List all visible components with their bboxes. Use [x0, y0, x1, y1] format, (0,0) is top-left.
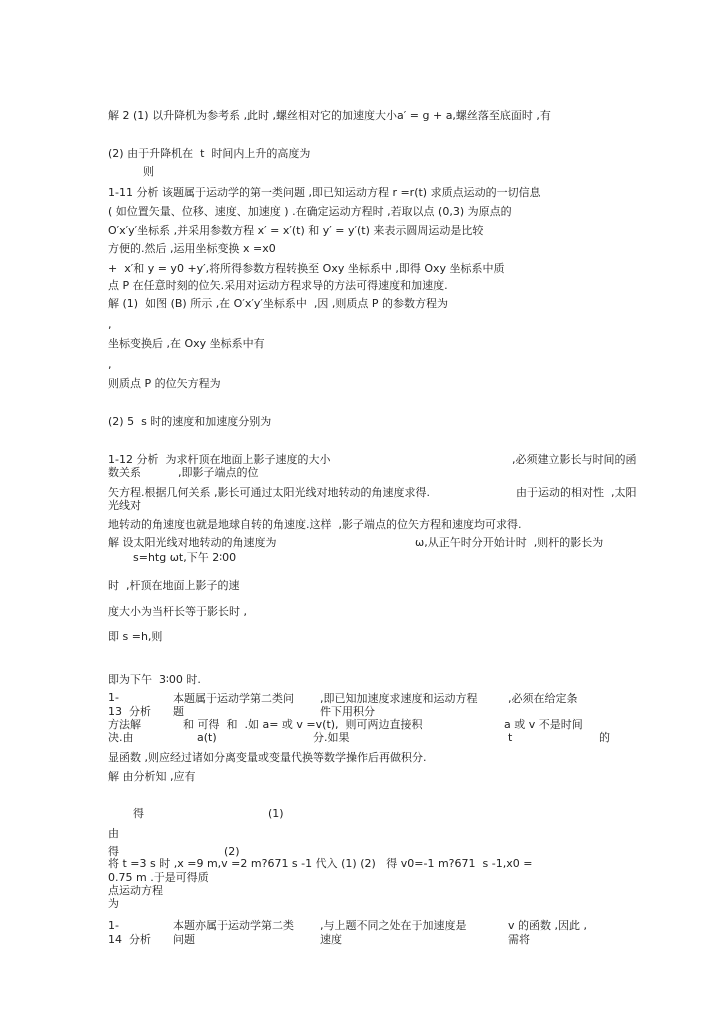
- text-line: 本题亦属于运动学第二类: [173, 919, 294, 932]
- text-line: ,必须建立影长与时间的函: [512, 453, 637, 466]
- text-line: 将 t =3 s 时 ,x =9 m,v =2 m?671 s -1 代入 (1) (2) 得 v0=-1 m?671 s -1,x0 =: [108, 857, 533, 870]
- text-line: + x′和 y = y0 +y′,将所得参数方程转换至 Oxy 坐标系中 ,即得 Oxy 坐标系中质: [108, 262, 505, 275]
- text-line: 时 ,杆顶在地面上影子的速: [108, 579, 240, 592]
- text-line: 0.75 m .于是可得质: [108, 871, 209, 884]
- text-line: a 或 v 不是时间: [504, 718, 583, 731]
- text-line: 坐标变换后 ,在 Oxy 坐标系中有: [108, 337, 265, 350]
- text-line: 本题属于运动学第二类问: [173, 692, 294, 705]
- text-line: 13 分析: [108, 705, 151, 718]
- text-line: 解 2 (1) 以升降机为参考系 ,此时 ,螺丝相对它的加速度大小a′ = g + a,螺丝落至底面时 ,有: [108, 109, 551, 122]
- text-line: 速度: [320, 933, 342, 946]
- text-line: (2): [224, 845, 240, 858]
- text-line: 光线对: [108, 499, 141, 512]
- text-line: t: [508, 731, 513, 744]
- text-line: 地转动的角速度也就是地球自转的角速度.这样 ,影子端点的位矢方程和速度均可求得.: [108, 518, 522, 531]
- text-line: 需将: [508, 933, 530, 946]
- text-line: 显函数 ,则应经过诸如分离变量或变量代换等数学操作后再做积分.: [108, 751, 427, 764]
- text-line: 即 s =h,则: [108, 630, 163, 643]
- text-line: ,即已知加速度求速度和运动方程: [320, 692, 478, 705]
- text-line: 件下用积分: [320, 705, 375, 718]
- text-line: (2) 由于升降机在 t 时间内上升的高度为: [108, 147, 311, 160]
- text-line: O′x′y′坐标系 ,并采用参数方程 x′ = x′(t) 和 y′ = y′(t) 来表示圆周运动是比较: [108, 224, 484, 237]
- text-line: 1-12 分析 为求杆顶在地面上影子速度的大小: [108, 453, 331, 466]
- text-line: 解 设太阳光线对地转动的角速度为: [108, 536, 277, 549]
- text-line: ,: [108, 318, 112, 331]
- text-line: 即为下午 3∶00 时.: [108, 673, 201, 686]
- text-line: 的: [599, 731, 610, 744]
- text-line: 1-11 分析 该题属于运动学的第一类问题 ,即已知运动方程 r =r(t) 求质点运动的一切信息: [108, 186, 541, 199]
- text-line: 题: [173, 705, 184, 718]
- text-line: 分.如果: [313, 731, 350, 744]
- text-line: 由: [108, 827, 119, 840]
- text-line: 解 由分析知 ,应有: [108, 770, 196, 783]
- text-line: (1): [268, 807, 284, 820]
- text-line: 方法解: [108, 718, 141, 731]
- text-line: 则质点 P 的位矢方程为: [108, 377, 221, 390]
- text-line: 方便的.然后 ,运用坐标变换 x =x0: [108, 242, 276, 255]
- text-line: 点 P 在任意时刻的位矢.采用对运动方程求导的方法可得速度和加速度.: [108, 279, 448, 292]
- text-line: 1-: [108, 691, 119, 704]
- text-line: 数关系: [108, 466, 141, 479]
- text-line: 决.由: [108, 731, 134, 744]
- text-line: 解 (1) 如图 (B) 所示 ,在 O′x′y′坐标系中 ,因 ,则质点 P 的参数方程为: [108, 297, 448, 310]
- text-line: 矢方程.根据几何关系 ,影长可通过太阳光线对地转动的角速度求得.: [108, 486, 430, 499]
- text-line: (2) 5 s 时的速度和加速度分别为: [108, 415, 272, 428]
- text-line: 和 可得 和 .如 a= 或 v =v(t), 则可两边直接积: [183, 718, 423, 731]
- text-line: 得: [108, 845, 119, 858]
- text-line: 由于运动的相对性 ,太阳: [516, 486, 637, 499]
- text-line: 14 分析: [108, 933, 151, 946]
- text-line: ,即影子端点的位: [178, 466, 259, 479]
- text-line: 得: [133, 807, 144, 820]
- text-line: ω,从正午时分开始计时 ,则杆的影长为: [415, 536, 604, 549]
- text-line: 度大小为当杆长等于影长时 ,: [108, 605, 247, 618]
- text-line: ,必须在给定条: [508, 692, 578, 705]
- text-line: ( 如位置矢量、位移、速度、加速度 ) .在确定运动方程时 ,若取以点 (0,3) 为原点的: [108, 205, 512, 218]
- text-line: 为: [108, 897, 119, 910]
- text-line: 点运动方程: [108, 884, 163, 897]
- text-line: 问题: [173, 933, 195, 946]
- text-line: ,与上题不同之处在于加速度是: [320, 919, 467, 932]
- text-line: ,: [108, 358, 112, 371]
- text-line: s=htg ωt,下午 2∶00: [133, 551, 237, 564]
- text-line: a(t): [197, 731, 217, 744]
- text-line: 1-: [108, 919, 119, 932]
- text-line: 则: [143, 165, 154, 178]
- text-line: v 的函数 ,因此 ,: [508, 919, 587, 932]
